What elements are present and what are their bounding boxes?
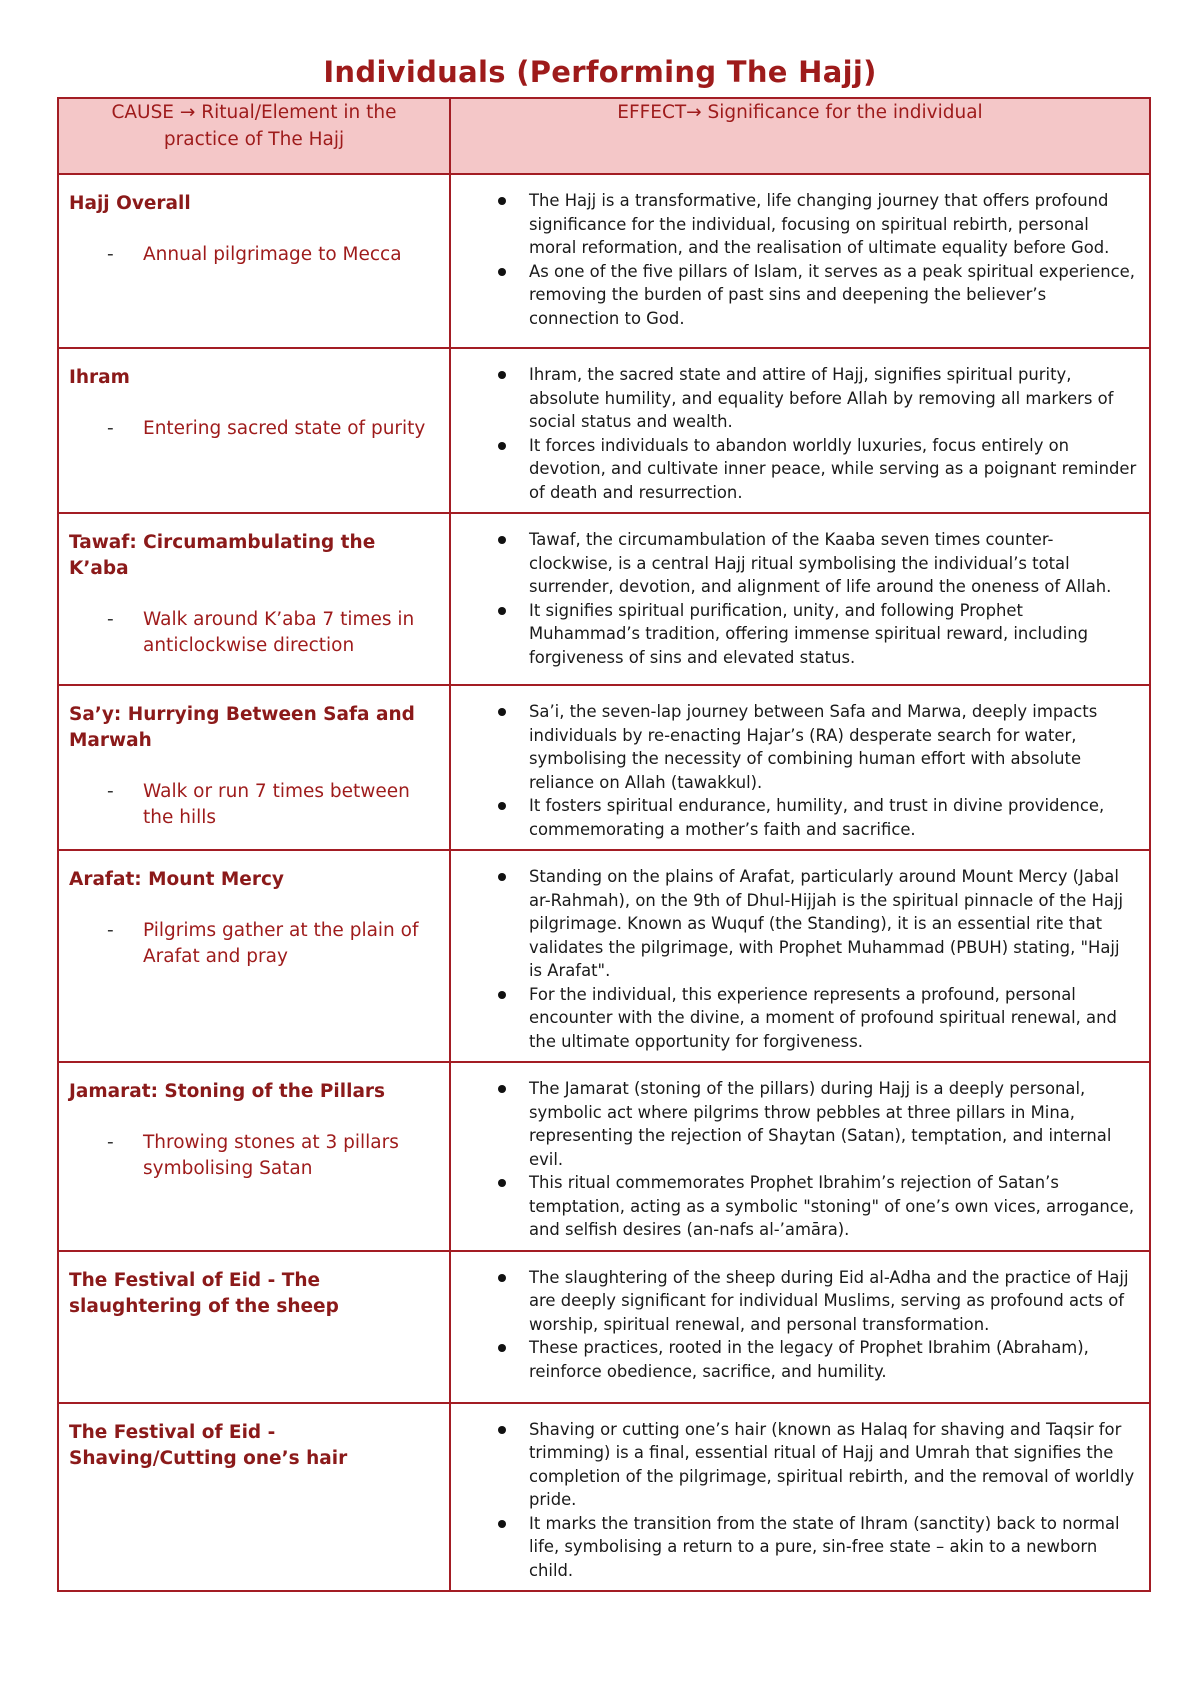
ritual-description-text: Walk around K’aba 7 times in anticlockwise direction (143, 609, 415, 656)
table-row (58, 1062, 1150, 1251)
effect-header (450, 98, 1150, 174)
table-row (58, 1403, 1150, 1592)
bullet-icon (451, 599, 529, 670)
list-item (451, 189, 1137, 260)
list-item-text: It signifies spiritual purification, unity, and following Prophet Muhammad’s tradition, offering immense spiritual reward, including forgiveness of sins and elevated status. (529, 600, 1089, 667)
table-row (58, 850, 1150, 1062)
list-item (451, 260, 1137, 331)
ritual-title: The Festival of Eid - Shaving/Cutting one’s hair (69, 1421, 348, 1469)
significance-list (451, 1266, 1137, 1384)
ritual-description (69, 1130, 439, 1182)
list-item-text: It fosters spiritual endurance, humility, and trust in divine providence, commemorating a mother’s faith and sacrifice. (529, 796, 1105, 839)
list-item-text: For the individual, this experience represents a profound, personal encounter with the divine, a moment of profound spiritual renewal, and the ultimate opportunity for forgiveness. (529, 984, 1117, 1051)
table-row (58, 174, 1150, 348)
effect-cell (450, 513, 1150, 685)
dash-marker: - (107, 1132, 114, 1153)
significance-list (451, 1418, 1137, 1583)
significance-list (451, 363, 1137, 504)
hajj-table (57, 97, 1151, 1592)
dash-marker: - (107, 920, 114, 941)
list-item (451, 983, 1137, 1054)
list-item-text: Ihram, the sacred state and attire of Hajj, signifies spiritual purity, absolute humility, and equality before Allah by removing all markers of social status and wealth. (529, 365, 1114, 431)
dash-marker: - (107, 781, 114, 802)
cause-cell (58, 1403, 450, 1592)
effect-cell (450, 1062, 1150, 1251)
table-row (58, 1251, 1150, 1403)
list-item (451, 1171, 1137, 1242)
list-item-text: This ritual commemorates Prophet Ibrahim’s rejection of Satan’s temptation, acting as a symbolic "stoning" of one’s own vices, arrogance, and selfish desires (an-nafs al-’amāra). (529, 1173, 1135, 1239)
list-item-text: Tawaf, the circumambulation of the Kaaba seven times counter-clockwise, is a central Hajj ritual symbolising the individual’s total surrender, devotion, and alignment of life around the oneness of Allah. (529, 530, 1112, 596)
bullet-icon (451, 260, 529, 331)
ritual-description-text: Walk or run 7 times between the hills (143, 781, 410, 828)
bullet-icon (451, 363, 529, 434)
ritual-description (69, 918, 439, 970)
ritual-title: Tawaf: Circumambulating the K’aba (69, 532, 376, 579)
list-item (451, 1418, 1137, 1512)
list-item (451, 363, 1137, 434)
table-row (58, 685, 1150, 850)
list-item (451, 1077, 1137, 1171)
ritual-title: Arafat: Mount Mercy (69, 869, 284, 890)
bullet-icon (451, 1171, 529, 1242)
list-item-text: The Hajj is a transformative, life changing journey that offers profound significance for the individual, focusing on spiritual rebirth, personal moral reformation, and the realisation of ultimate equality before God. (529, 191, 1110, 257)
bullet-icon (451, 528, 529, 599)
significance-list (451, 700, 1137, 841)
effect-header-text: EFFECT→ Significance for the individual (617, 102, 983, 123)
list-item (451, 1512, 1137, 1583)
bullet-icon (451, 865, 529, 983)
effect-cell (450, 1403, 1150, 1592)
bullet-icon (451, 1418, 529, 1512)
effect-cell (450, 685, 1150, 850)
effect-cell (450, 850, 1150, 1062)
bullet-icon (451, 1266, 529, 1337)
ritual-description (69, 242, 439, 268)
cause-cell (58, 348, 450, 513)
ritual-description-text: Entering sacred state of purity (143, 418, 426, 439)
ritual-description (69, 416, 439, 442)
cause-header (58, 98, 450, 174)
list-item (451, 794, 1137, 841)
effect-cell (450, 174, 1150, 348)
effect-cell (450, 1251, 1150, 1403)
list-item-text: As one of the five pillars of Islam, it serves as a peak spiritual experience, removing the burden of past sins and deepening the believer’s connection to God. (529, 261, 1135, 328)
table-row (58, 513, 1150, 685)
bullet-icon (451, 794, 529, 841)
list-item (451, 1336, 1137, 1383)
ritual-title: Sa’y: Hurrying Between Safa and Marwah (69, 704, 415, 751)
list-item (451, 528, 1137, 599)
significance-list (451, 528, 1137, 669)
dash-marker: - (107, 609, 114, 630)
list-item-text: Standing on the plains of Arafat, particularly around Mount Mercy (Jabal ar-Rahmah), on the 9th of Dhul-Hijjah is the spiritual pinnacle of the Hajj pilgrimage. Known as Wuquf (the Standing), it is an essential rite that validates the pilgrimage, with Prophet Muhammad (PBUH) stating, "Hajj is Arafat". (529, 867, 1124, 980)
list-item-text: The slaughtering of the sheep during Eid al-Adha and the practice of Hajj are deeply significant for individual Muslims, serving as profound acts of worship, spiritual renewal, and personal transformation. (529, 1267, 1129, 1334)
cause-cell (58, 850, 450, 1062)
cause-header-text: CAUSE → Ritual/Element in the practice of The Hajj (111, 102, 397, 150)
bullet-icon (451, 1077, 529, 1171)
list-item (451, 599, 1137, 670)
ritual-title: The Festival of Eid - The slaughtering of the sheep (69, 1269, 339, 1317)
list-item-text: Sa’i, the seven-lap journey between Safa and Marwa, deeply impacts individuals by re-enacting Hajar’s (RA) desperate search for water, symbolising the necessity of combining human effort with absolute reliance on Allah (tawakkul). (529, 702, 1098, 792)
list-item-text: The Jamarat (stoning of the pillars) during Hajj is a deeply personal, symbolic act where pilgrims throw pebbles at three pillars in Mina, representing the rejection of Shaytan (Satan), temptation, and internal evil. (529, 1079, 1112, 1169)
bullet-icon (451, 1336, 529, 1383)
list-item (451, 434, 1137, 505)
bullet-icon (451, 700, 529, 794)
bullet-icon (451, 434, 529, 505)
ritual-title: Hajj Overall (69, 193, 191, 214)
dash-marker: - (107, 244, 114, 265)
bullet-icon (451, 1512, 529, 1583)
significance-list (451, 189, 1137, 330)
cause-cell (58, 174, 450, 348)
list-item-text: These practices, rooted in the legacy of Prophet Ibrahim (Abraham), reinforce obedience, sacrifice, and humility. (529, 1338, 1089, 1381)
cause-cell (58, 1251, 450, 1403)
list-item-text: It marks the transition from the state of Ihram (sanctity) back to normal life, symbolising a return to a pure, sin-free state – akin to a newborn child. (529, 1513, 1120, 1580)
list-item (451, 1266, 1137, 1337)
cause-cell (58, 513, 450, 685)
ritual-description-text: Pilgrims gather at the plain of Arafat and pray (143, 920, 419, 967)
ritual-description (69, 779, 439, 831)
page-title: Individuals (Performing The Hajj) (323, 55, 877, 89)
list-item (451, 865, 1137, 983)
cause-cell (58, 1062, 450, 1251)
cause-cell (58, 685, 450, 850)
ritual-description-text: Throwing stones at 3 pillars symbolising Satan (143, 1132, 399, 1179)
list-item-text: Shaving or cutting one’s hair (known as Halaq for shaving and Taqsir for trimming) is a final, essential ritual of Hajj and Umrah that signifies the completion of the pilgrimage, spiritual rebirth, and the removal of worldly pride. (529, 1419, 1135, 1509)
ritual-description-text: Annual pilgrimage to Mecca (143, 244, 402, 265)
significance-list (451, 1077, 1137, 1242)
ritual-title: Ihram (69, 367, 130, 388)
table-row (58, 348, 1150, 513)
bullet-icon (451, 189, 529, 260)
header-row (58, 98, 1150, 174)
list-item-text: It forces individuals to abandon worldly luxuries, focus entirely on devotion, and cultivate inner peace, while serving as a poignant reminder of death and resurrection. (529, 435, 1137, 502)
ritual-title: Jamarat: Stoning of the Pillars (69, 1081, 386, 1102)
significance-list (451, 865, 1137, 1053)
dash-marker: - (107, 418, 114, 439)
ritual-description (69, 607, 439, 659)
list-item (451, 700, 1137, 794)
effect-cell (450, 348, 1150, 513)
bullet-icon (451, 983, 529, 1054)
